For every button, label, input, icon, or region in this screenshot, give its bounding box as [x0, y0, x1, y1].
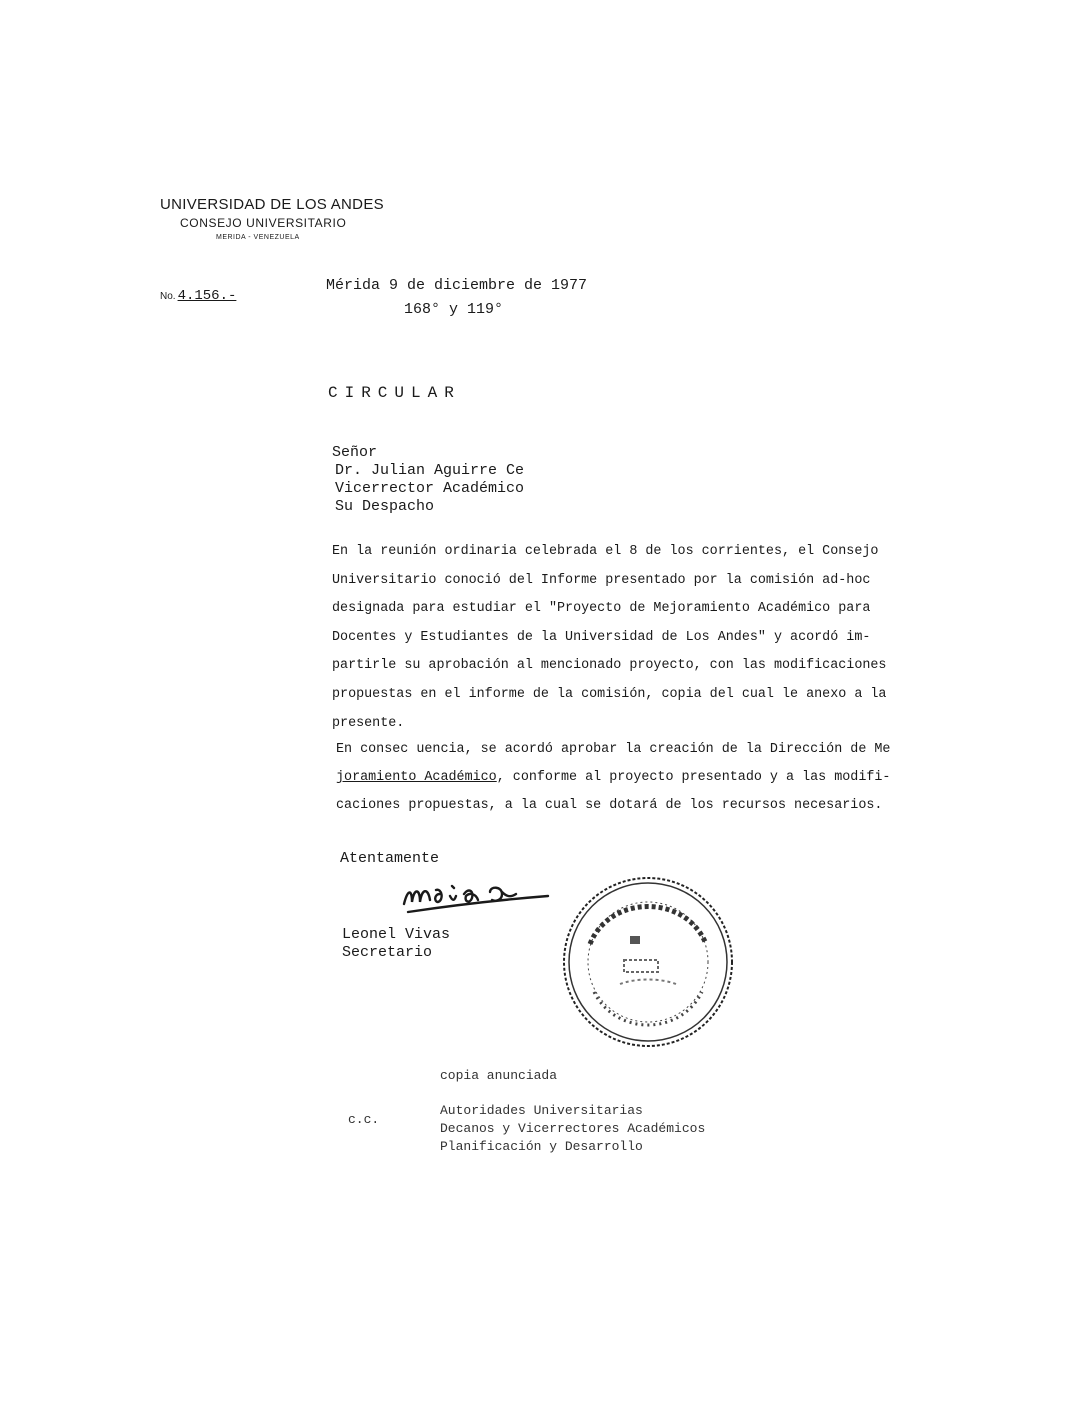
- underlined-text: joramiento Académico: [336, 770, 497, 785]
- recipient-block: [332, 444, 524, 516]
- signer-title: Secretario: [342, 944, 433, 961]
- body-line: partirle su aprobación al mencionado proyecto, con las modificaciones: [332, 658, 887, 674]
- council-name: CONSEJO UNIVERSITARIO: [180, 216, 347, 230]
- body-text-rest: , conforme al proyecto presentado y a las modifi-: [496, 770, 891, 785]
- body-line: designada para estudiar el "Proyecto de Mejoramiento Académico para: [332, 601, 871, 617]
- institution-name: UNIVERSIDAD DE LOS ANDES: [160, 196, 384, 213]
- number-label: No.: [160, 291, 176, 302]
- signer-block: [342, 926, 450, 962]
- body-line: En consec uencia, se acordó aprobar la creación de la Dirección de Me: [336, 742, 891, 757]
- body-line: Universitario conoció del Informe presentado por la comisión ad-hoc: [332, 572, 871, 588]
- signer-name: Leonel Vivas: [342, 926, 451, 943]
- body-line: caciones propuestas, a la cual se dotará de los recursos necesarios.: [336, 798, 883, 813]
- letterhead: [160, 196, 384, 241]
- cc-recipient: Planificación y Desarrollo: [440, 1139, 643, 1154]
- recipient-name: Dr. Julian Aguirre Ce: [335, 462, 525, 479]
- recipient-position: Vicerrector Académico: [335, 480, 525, 497]
- years-line: 168° y 119°: [404, 301, 504, 318]
- closing: Atentamente: [340, 850, 440, 867]
- cc-recipient: Decanos y Vicerrectores Académicos: [440, 1121, 706, 1136]
- cc-list: [440, 1102, 705, 1156]
- body-paragraph-2: [336, 736, 890, 820]
- body-line: presente.: [332, 715, 405, 731]
- location: MERIDA - VENEZUELA: [216, 234, 300, 241]
- cc-recipient: Autoridades Universitarias: [440, 1103, 643, 1118]
- recipient-office: Su Despacho: [335, 498, 435, 515]
- body-paragraph-1: [332, 538, 932, 738]
- salutation: Señor: [332, 444, 378, 461]
- body-line: propuestas en el informe de la comisión, copia del cual le anexo a la: [332, 686, 887, 702]
- body-line: [336, 764, 890, 792]
- document-title: CIRCULAR: [328, 384, 461, 402]
- body-line: Docentes y Estudiantes de la Universidad de Los Andes" y acordó im-: [332, 629, 871, 645]
- official-seal: [560, 874, 736, 1050]
- cc-label: c.c.: [348, 1112, 380, 1127]
- number-value: 4.156.-: [177, 288, 237, 304]
- copy-heading: copia anunciada: [440, 1068, 558, 1083]
- reference-number: [160, 286, 236, 304]
- date-line: Mérida 9 de diciembre de 1977: [326, 277, 588, 294]
- handwritten-signature: [398, 866, 558, 926]
- body-line: En la reunión ordinaria celebrada el 8 de los corrientes, el Consejo: [332, 544, 879, 559]
